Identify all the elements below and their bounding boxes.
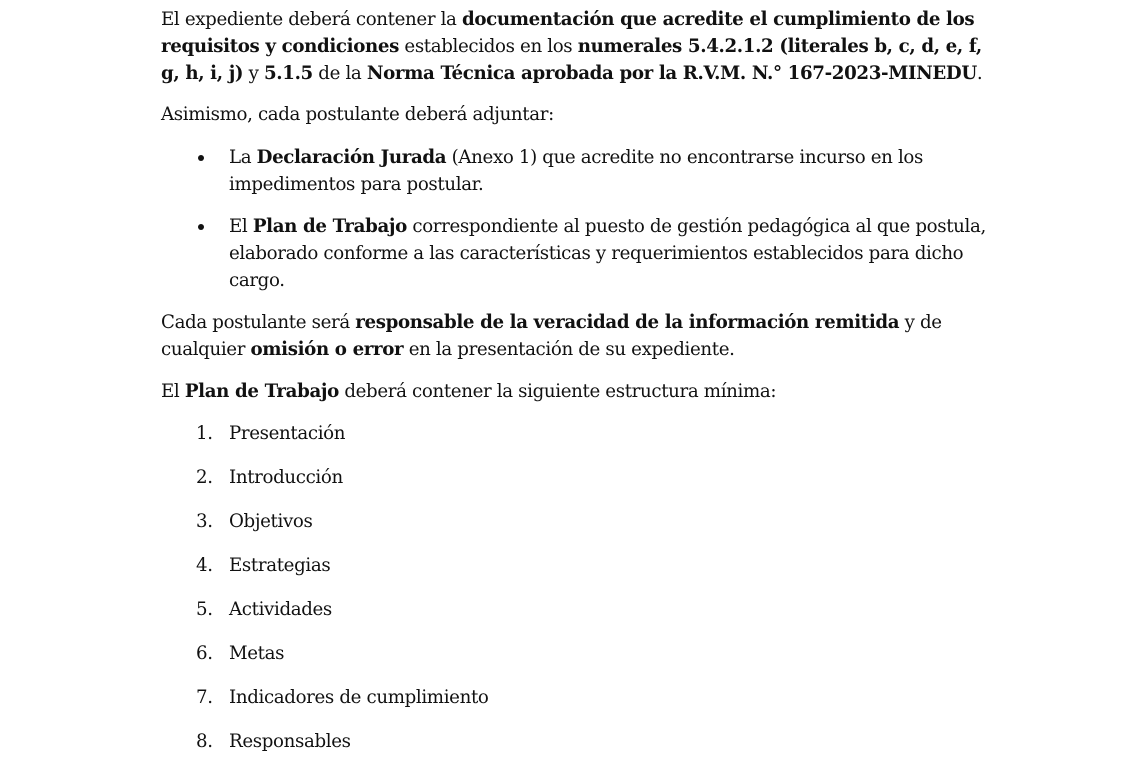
list-number: 7. xyxy=(196,687,213,708)
bold-text: omisión o error xyxy=(250,339,404,360)
list-item xyxy=(161,464,991,491)
text: El expediente deberá contener la xyxy=(161,9,462,30)
bold-text: documentación que acredite el cumplimiento de los requisitos y condiciones xyxy=(161,9,975,57)
list-number: 5. xyxy=(196,599,213,620)
text: y de cualquier xyxy=(161,312,942,360)
text: y xyxy=(243,63,264,84)
list-number: 1. xyxy=(196,423,213,444)
paragraph-attachments-intro: Asimismo, cada postulante deberá adjuntar: xyxy=(161,104,554,125)
bold-text: Norma Técnica aprobada por la R.V.M. N.° 167-2023-MINEDU xyxy=(366,63,977,84)
text: El xyxy=(161,381,185,402)
bullet-icon xyxy=(198,224,204,230)
text: (Anexo 1) que acredite no encontrarse incurso en los impedimentos para postular. xyxy=(229,147,924,195)
list-item-label: Estrategias xyxy=(229,555,331,576)
list-item xyxy=(161,213,991,294)
paragraph-requirements xyxy=(161,6,991,87)
bold-text: numerales 5.4.2.1.2 (literales b, c, d, e, f, g, h, i, j) xyxy=(161,36,982,84)
text: correspondiente al puesto de gestión pedagógica al que postula, elaborado conforme a las características y requerimientos establecidos para dicho cargo. xyxy=(229,216,986,291)
text: establecidos en los xyxy=(398,36,578,57)
list-item xyxy=(161,552,991,579)
text: . xyxy=(976,63,983,84)
list-item-label: Introducción xyxy=(229,467,343,488)
list-item xyxy=(161,420,991,447)
bold-text: 5.1.5 xyxy=(263,63,313,84)
list-number: 6. xyxy=(196,643,213,664)
bold-text: Plan de Trabajo xyxy=(252,216,407,237)
plan-structure-list xyxy=(161,420,991,755)
text: Cada postulante será xyxy=(161,312,356,333)
paragraph-responsibility xyxy=(161,309,991,363)
bullet-icon xyxy=(198,155,204,161)
list-item xyxy=(161,728,991,755)
list-item xyxy=(161,508,991,535)
bold-text: Plan de Trabajo xyxy=(184,381,339,402)
list-number: 4. xyxy=(196,555,213,576)
list-item xyxy=(161,640,991,667)
list-item-label: Presentación xyxy=(229,423,346,444)
bold-text: Declaración Jurada xyxy=(256,147,447,168)
list-number: 8. xyxy=(196,731,213,752)
text: de la xyxy=(312,63,367,84)
list-number: 2. xyxy=(196,467,213,488)
text: en la presentación de su expediente. xyxy=(403,339,735,360)
text: deberá contener la siguiente estructura mínima: xyxy=(338,381,777,402)
attachments-list xyxy=(161,144,991,294)
list-item-label: Metas xyxy=(229,643,285,664)
document-page xyxy=(161,6,991,772)
list-item-label: Objetivos xyxy=(229,511,313,532)
list-item-label: Responsables xyxy=(229,731,351,752)
bold-text: responsable de la veracidad de la información remitida xyxy=(355,312,900,333)
text: El xyxy=(229,216,253,237)
list-item-label: Indicadores de cumplimiento xyxy=(229,687,489,708)
text: La xyxy=(229,147,257,168)
list-item xyxy=(161,684,991,711)
list-item-label: Actividades xyxy=(229,599,332,620)
list-number: 3. xyxy=(196,511,213,532)
list-item xyxy=(161,596,991,623)
paragraph-plan-structure-intro xyxy=(161,378,991,405)
list-item xyxy=(161,144,991,198)
